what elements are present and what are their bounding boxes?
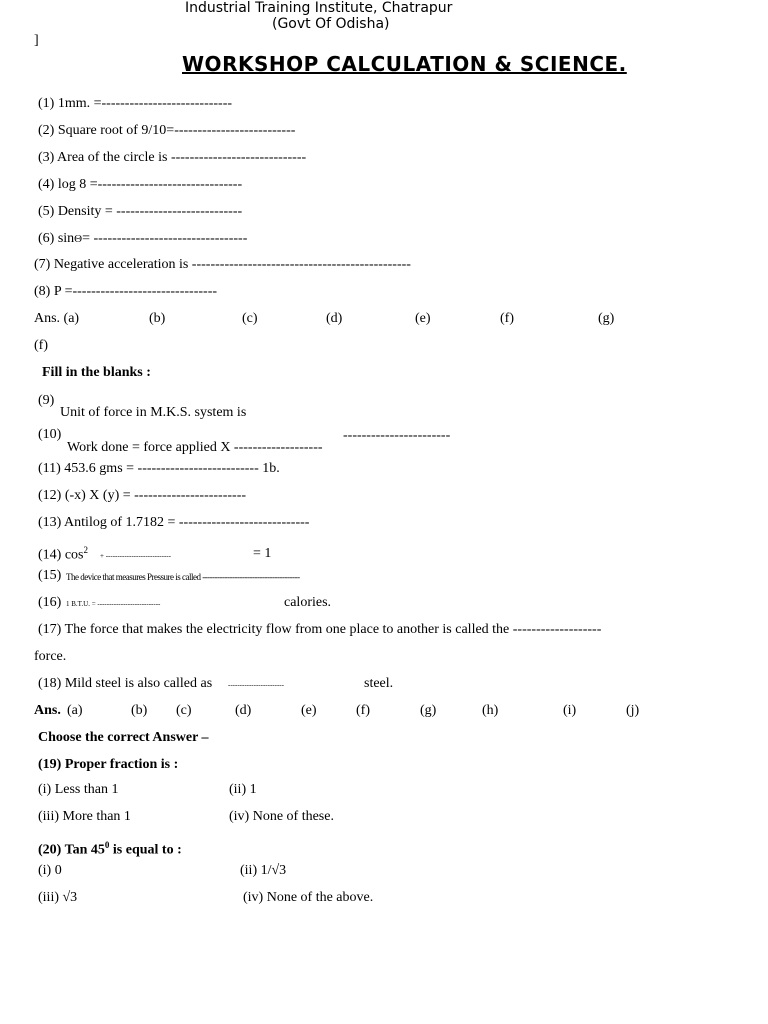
question-20-option: (i) 0 [38,863,62,878]
question-19-option: (ii) 1 [229,782,257,797]
answer-letter: (h) [482,703,499,718]
question-4: (4) log 8 =------------------------------- [38,177,243,192]
institute-name: Industrial Training Institute, Chatrapur [185,0,453,16]
question-19-option: (i) Less than 1 [38,782,119,797]
answer-letter: (c) [242,311,258,326]
answer-letter: (i) [563,703,577,718]
question-16: 1 B.T.U. = --------------------------- [66,600,161,608]
question-15-number: (15) [38,568,62,583]
answer-label-1: Ans. (a) [34,311,80,326]
question-17-wrap: force. [34,649,67,664]
question-20 [38,840,182,859]
page-title: WORKSHOP CALCULATION & SCIENCE. [182,52,627,76]
question-17: (17) The force that makes the electricity flow from one place to another is called the ------------------- [38,622,602,637]
answer-letter: (b) [149,311,166,326]
question-13: (13) Antilog of 1.7182 = ---------------------------- [38,515,310,530]
question-19-option: (iv) None of these. [229,809,334,824]
question-6 [38,231,247,247]
question-16-suffix: calories. [284,595,332,610]
question-9: Unit of force in M.K.S. system is [60,405,247,420]
answer-letter: (f) [500,311,514,326]
question-2: (2) Square root of 9/10=-------------------------- [38,123,296,138]
question-10-blank: ----------------------- [343,428,451,443]
answer-letter: (e) [301,703,317,718]
question-20-prefix: (20) Tan 45 [38,842,105,858]
question-7: (7) Negative acceleration is ----------------------------------------------- [34,257,411,272]
answer-label-2: Ans. [34,703,61,718]
question-11: (11) 453.6 gms = -------------------------- 1b. [38,461,280,476]
answer-letter: (d) [326,311,343,326]
question-18-blank: ------------------------ [228,681,284,689]
question-18-suffix: steel. [364,676,394,691]
question-14-suffix: = 1 [253,546,272,561]
answer-wrap-letter: (f) [34,338,48,353]
question-9-number: (9) [38,393,55,408]
question-15: The device that measures Pressure is called --------------------------------------- [66,572,300,582]
question-14 [38,545,88,564]
question-8: (8) P =------------------------------- [34,284,218,299]
question-20-option: (iv) None of the above. [243,890,374,905]
question-14-blank: + ---------------------------- [100,552,171,560]
govt-label: (Govt Of Odisha) [272,16,390,32]
question-6-prefix: (6) sin [38,231,75,246]
question-12: (12) (-x) X (y) = ------------------------ [38,488,247,503]
question-3: (3) Area of the circle is ----------------------------- [38,150,307,165]
answer-letter: (g) [598,311,615,326]
answer-letter: (b) [131,703,148,718]
question-19: (19) Proper fraction is : [38,757,179,772]
theta-symbol: Θ [74,233,83,245]
answer-letter: (e) [415,311,431,326]
answer-letter: (j) [626,703,640,718]
answer-letter: (f) [356,703,370,718]
question-19-option: (iii) More than 1 [38,809,131,824]
question-20-exponent: 0 [104,840,110,850]
answer-letter: (d) [235,703,252,718]
question-18: (18) Mild steel is also called as [38,676,213,691]
answer-letter: (g) [420,703,437,718]
question-20-option: (ii) 1/√3 [240,863,287,878]
question-20-suffix: is equal to : [109,842,182,858]
question-14-exponent: 2 [83,545,88,555]
fill-blanks-heading: Fill in the blanks : [42,365,151,380]
question-10-number: (10) [38,427,62,442]
question-14-prefix: (14) cos [38,547,84,563]
answer-letter: (a) [67,703,83,718]
question-5: (5) Density = --------------------------- [38,204,243,219]
choose-answer-heading: Choose the correct Answer – [38,730,209,745]
stray-mark: ] [34,33,39,48]
question-16-number: (16) [38,595,62,610]
answer-letter: (c) [176,703,192,718]
question-1: (1) 1mm. =---------------------------- [38,96,233,111]
question-10: Work done = force applied X ------------------- [67,440,323,455]
question-6-suffix: = --------------------------------- [82,231,248,246]
question-20-option: (iii) √3 [38,890,78,905]
